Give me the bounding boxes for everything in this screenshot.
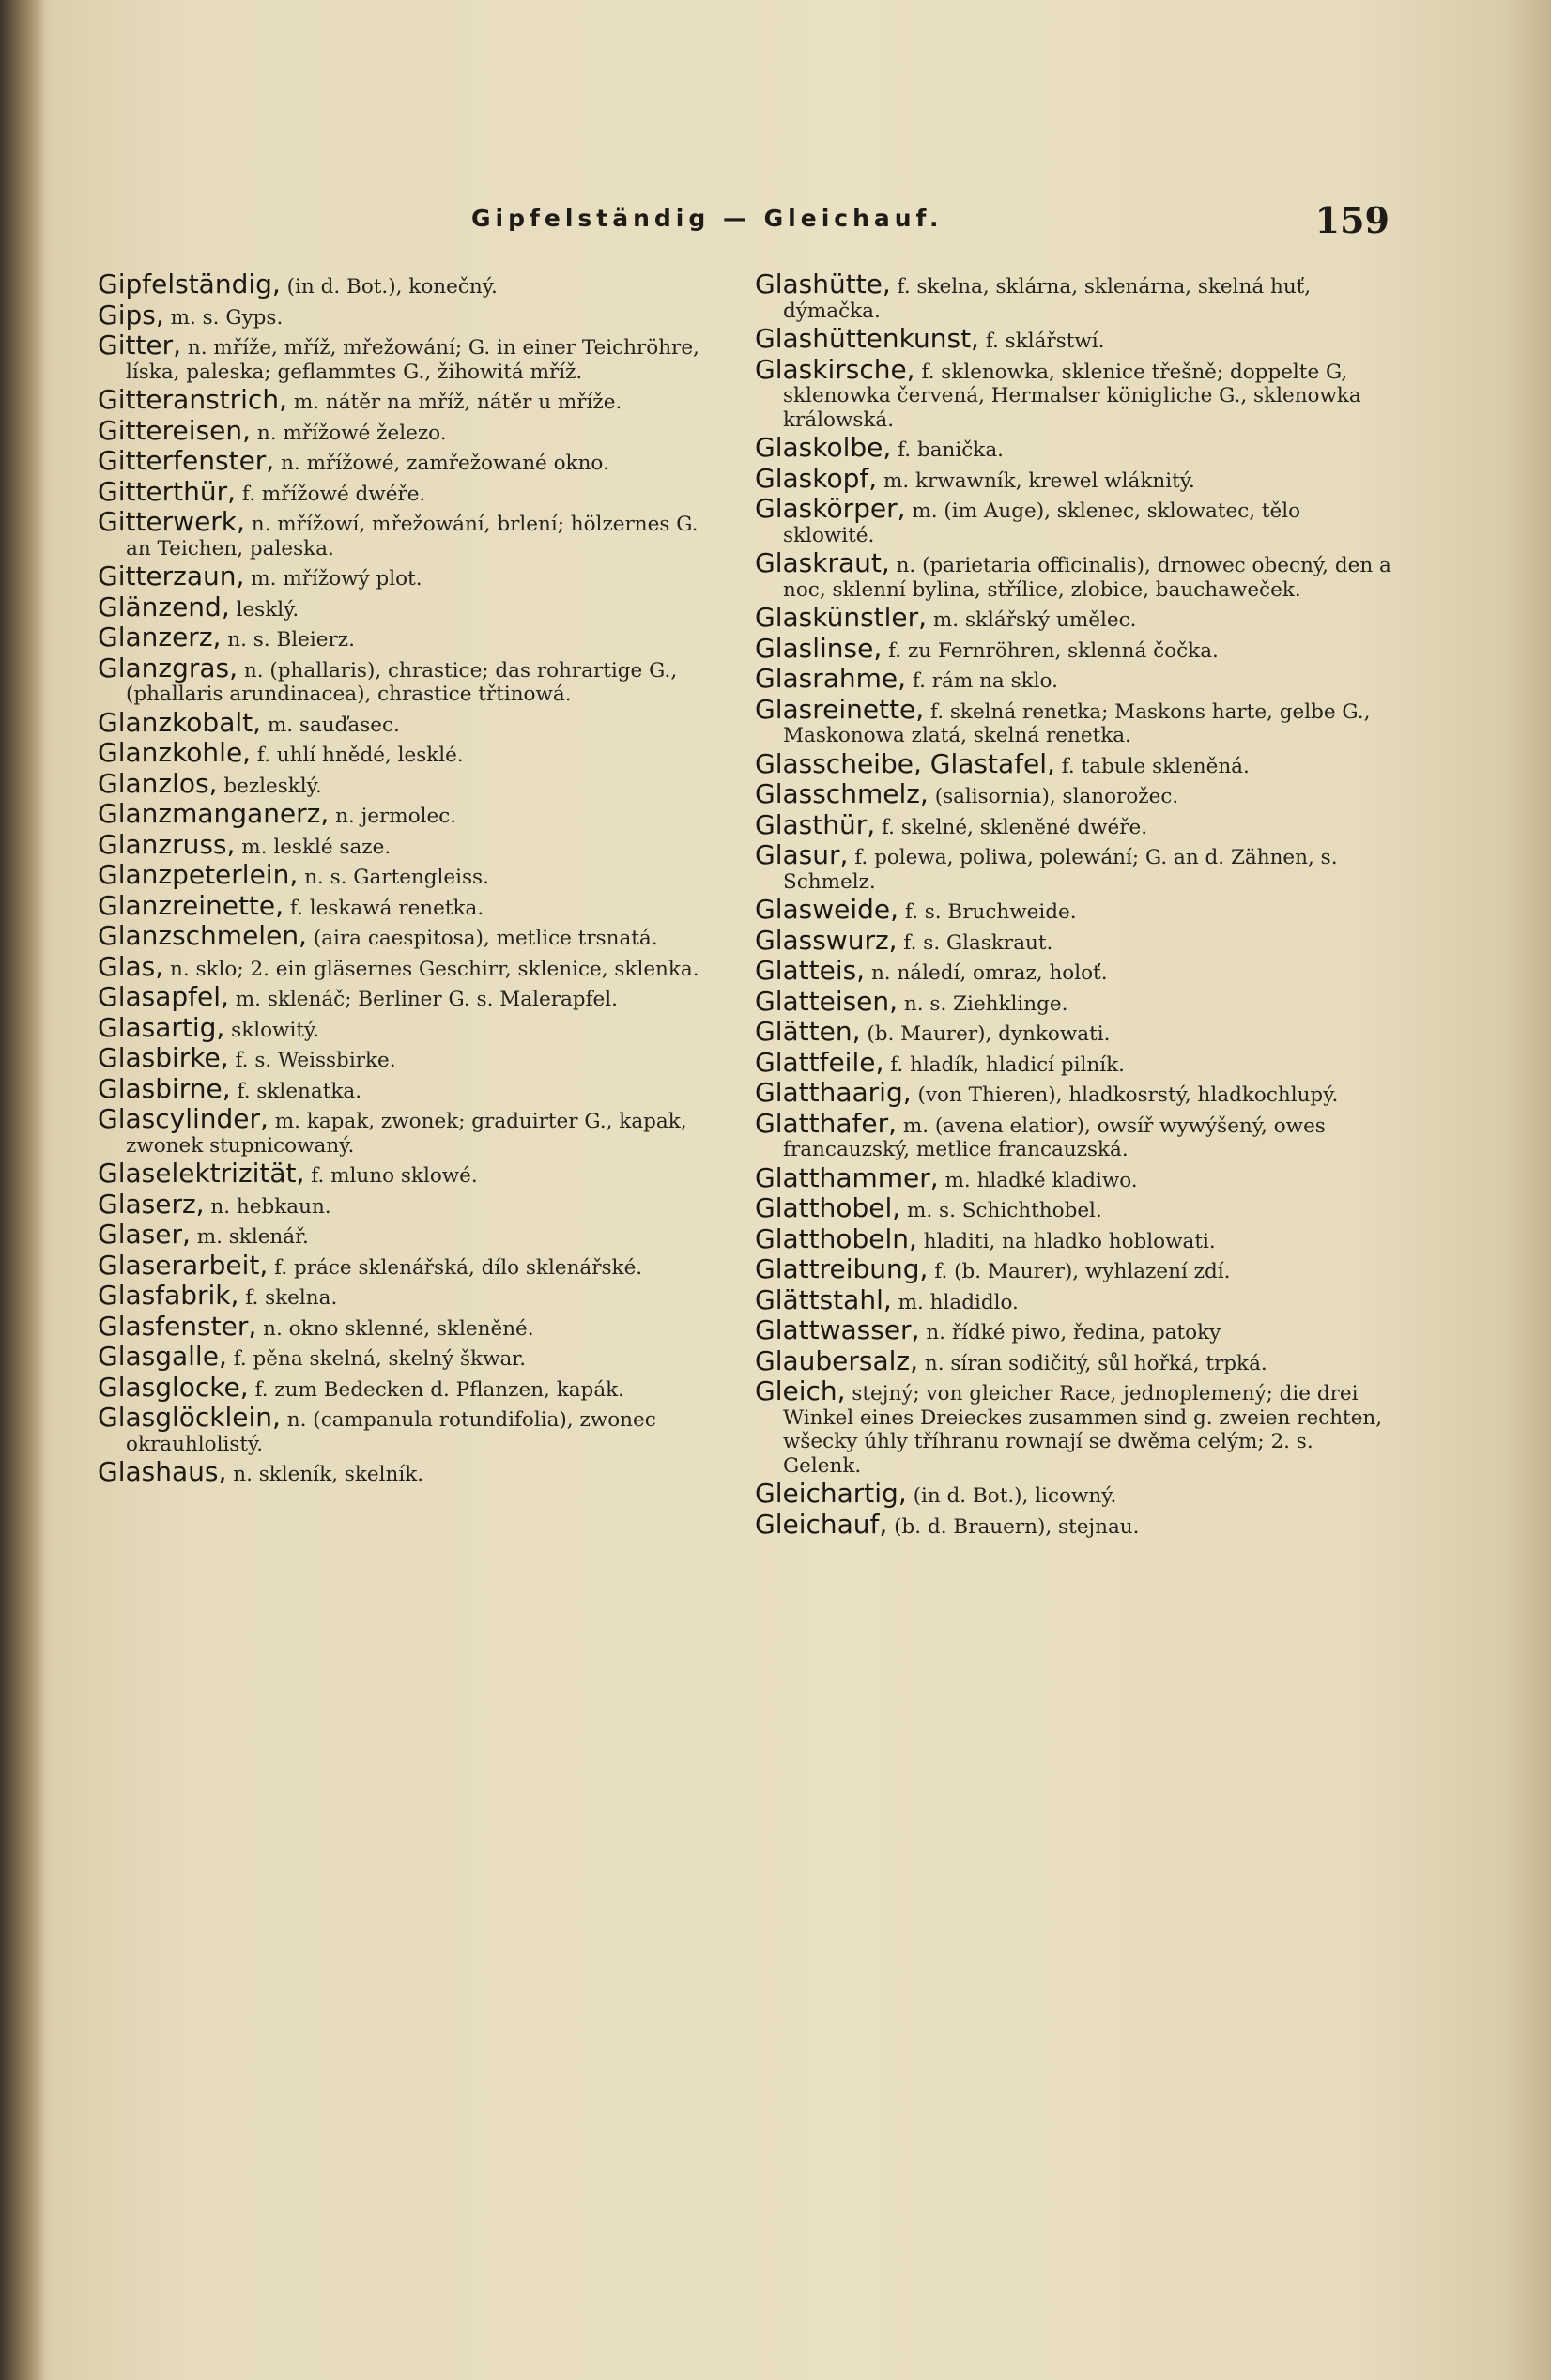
entry-definition: m. s. Gyps. (170, 305, 284, 330)
entry-headword: Gitterwerk, (98, 506, 245, 537)
entry-headword: Glaserz, (98, 1188, 205, 1220)
entry-headword: Glaskolbe, (755, 432, 892, 463)
dictionary-entry (98, 269, 729, 299)
entry-headword: Glatteisen, (755, 985, 898, 1017)
entry-headword: Glaubersalz, (755, 1344, 919, 1376)
dictionary-entry (755, 1375, 1393, 1478)
dictionary-entry (98, 1341, 729, 1372)
dictionary-entry (98, 1280, 729, 1311)
entry-headword: Glas, (98, 950, 164, 982)
dictionary-entry (98, 1188, 729, 1220)
entry-headword: Gitterzaun, (98, 560, 245, 591)
entry-headword: Gleichauf, (755, 1508, 888, 1540)
entry-headword: Glasbirke, (98, 1042, 229, 1073)
dictionary-entry (755, 924, 1393, 956)
entry-definition: n. hebkaun. (210, 1194, 331, 1219)
entry-definition: f. tabule skleněná. (1061, 754, 1250, 778)
entry-headword: Glaslinse, (755, 632, 883, 664)
dictionary-entry (98, 859, 729, 890)
entry-definition: f. rám na sklo. (912, 669, 1058, 693)
dictionary-entry (98, 1042, 729, 1073)
entry-headword: Glattreibung, (755, 1253, 929, 1284)
entry-headword: Glaskirsche, (755, 353, 915, 385)
entry-definition: f. mřížowé dwéře. (241, 482, 426, 506)
entry-headword: Glanzgras, (98, 652, 238, 683)
right-column (755, 269, 1393, 1543)
entry-definition: m. nátěr na mříž, nátěr u mříže. (293, 391, 622, 414)
dictionary-entry (98, 1456, 729, 1487)
dictionary-entry (755, 432, 1393, 463)
dictionary-entry (755, 1016, 1393, 1047)
dictionary-entry (98, 706, 729, 738)
entry-definition: (in d. Bot.), licowný. (913, 1484, 1117, 1508)
entry-definition: m. kapak, zwonek; graduirter G., kapak, zwonek stupnicowaný. (126, 1110, 687, 1158)
entry-definition: f. skelna. (245, 1286, 338, 1310)
entry-definition: f. sklenatka. (237, 1079, 362, 1103)
entry-definition: n. s. Ziehklinge. (903, 991, 1068, 1016)
entry-headword: Glaskörper, (755, 493, 906, 524)
entry-definition: m. sklářský umělec. (932, 608, 1137, 632)
dictionary-entry (755, 493, 1393, 547)
entry-headword: Glasglocke, (98, 1371, 249, 1403)
entry-headword: Glanzkohle, (98, 737, 252, 768)
entry-headword: Gleich, (755, 1375, 846, 1406)
entry-definition: n. mřížowé, zamřežowané okno. (281, 452, 609, 475)
entry-headword: Glasgalle, (98, 1341, 227, 1372)
entry-definition: m. sklenář. (196, 1225, 309, 1249)
entry-definition: f. hladík, hladicí pilník. (890, 1052, 1125, 1077)
dictionary-entry (98, 652, 729, 707)
entry-definition: f. práce sklenářská, dílo sklenářské. (274, 1255, 643, 1280)
entry-definition: n. (phallaris), chrastice; das rohrartige G., (phallaris arundinacea), chrastice třtinowá. (126, 658, 678, 706)
dictionary-entry (98, 1371, 729, 1403)
dictionary-entry (98, 1402, 729, 1456)
dictionary-entry (98, 1310, 729, 1342)
dictionary-entry (98, 506, 729, 560)
entry-definition: n. mřížowé železo. (256, 421, 447, 445)
entry-headword: Glättstahl, (755, 1283, 892, 1315)
entry-definition: m. lesklé saze. (241, 835, 392, 859)
entry-definition: n. (parietaria officinalis), drnowec obecný, den a noc, sklenní bylina, střílice, zlobice, bauchaweček. (783, 554, 1391, 602)
entry-headword: Glasbirne, (98, 1072, 231, 1104)
entry-headword: Glanzmanganerz, (98, 798, 330, 829)
entry-definition: f. sklenowka, sklenice třešně; doppelte G, sklenowka červená, Hermalser königliche G., sklenowka králowská. (783, 360, 1361, 432)
entry-headword: Glatteis, (755, 955, 866, 986)
entry-headword: Glasfenster, (98, 1310, 257, 1342)
dictionary-entry (755, 778, 1393, 809)
dictionary-entry (98, 1158, 729, 1189)
dictionary-entry (98, 591, 729, 622)
entry-headword: Glasweide, (755, 894, 899, 925)
dictionary-entry (755, 839, 1393, 894)
entry-headword: Glattwasser, (755, 1314, 920, 1345)
dictionary-entry (98, 889, 729, 921)
entry-headword: Gitterfenster, (98, 445, 275, 476)
entry-definition: n. mříže, mříž, mřežowání; G. in einer Teichröhre, líska, paleska; geflammtes G., žihowitá mříž. (126, 336, 699, 384)
entry-headword: Glasthür, (755, 808, 876, 840)
dictionary-entry (755, 353, 1393, 433)
entry-definition: m. (im Auge), sklenec, sklowatec, tělo sklowité. (783, 499, 1301, 547)
dictionary-entry (755, 1314, 1393, 1345)
entry-headword: Glaskünstler, (755, 602, 928, 633)
dictionary-entry (755, 602, 1393, 633)
dictionary-entry (98, 560, 729, 591)
dictionary-entry (755, 1344, 1393, 1376)
entry-headword: Glänzend, (98, 591, 230, 622)
entry-definition: (aira caespitosa), metlice trsnatá. (313, 927, 658, 950)
entry-headword: Glasapfel, (98, 981, 229, 1012)
entry-headword: Glaselektrizität, (98, 1158, 305, 1189)
entry-headword: Glashaus, (98, 1456, 227, 1487)
dictionary-entry (755, 747, 1393, 779)
entry-definition: f. (b. Maurer), wyhlazení zdí. (934, 1260, 1231, 1283)
entry-headword: Glatthafer, (755, 1107, 897, 1139)
dictionary-entry (755, 323, 1393, 354)
entry-headword: Gitterthür, (98, 475, 237, 507)
dictionary-entry (755, 985, 1393, 1017)
entry-headword: Gips, (98, 299, 164, 330)
entry-headword: Glasschmelz, (755, 778, 929, 809)
dictionary-entry (98, 1011, 729, 1043)
entry-headword: Glascylinder, (98, 1103, 269, 1134)
entry-definition: n. jermolec. (335, 805, 457, 828)
dictionary-entry (755, 1283, 1393, 1315)
dictionary-entry (755, 547, 1393, 602)
entry-definition: m. krwawník, krewel wláknitý. (883, 468, 1195, 493)
entry-headword: Glaskopf, (755, 462, 878, 494)
entry-headword: Gleichartig, (755, 1478, 907, 1509)
page-header (94, 199, 1390, 255)
entry-headword: Glanzruss, (98, 828, 236, 860)
entry-definition: m. s. Schichthobel. (907, 1199, 1102, 1222)
dictionary-entry (98, 299, 729, 330)
entry-definition: f. skelná renetka; Maskons harte, gelbe G., Maskonowa zlatá, skelná renetka. (783, 699, 1371, 747)
entry-headword: Glanzlos, (98, 767, 218, 799)
entry-definition: (b. d. Brauern), stejnau. (894, 1514, 1140, 1539)
dictionary-entry (98, 737, 729, 768)
entry-definition: m. sklenáč; Berliner G. s. Malerapfel. (235, 988, 618, 1011)
entry-headword: Glätten, (755, 1016, 861, 1047)
dictionary-entry (98, 950, 729, 982)
left-column (98, 269, 729, 1491)
dictionary-entry (98, 445, 729, 476)
dictionary-entry (98, 1219, 729, 1250)
entry-definition: n. s. Bleierz. (227, 628, 355, 652)
dictionary-entry (755, 632, 1393, 664)
entry-headword: Glaser, (98, 1219, 191, 1250)
entry-definition: (b. Maurer), dynkowati. (867, 1022, 1111, 1046)
dictionary-entry (98, 828, 729, 860)
dictionary-entry (98, 1103, 729, 1158)
entry-headword: Glanzschmelen, (98, 920, 307, 951)
entry-headword: Gitteranstrich, (98, 384, 287, 415)
dictionary-entry (98, 414, 729, 446)
dictionary-entry (98, 1249, 729, 1281)
dictionary-entry (755, 269, 1393, 323)
entry-definition: n. náledí, omraz, holoť. (870, 961, 1108, 985)
dictionary-entry (755, 693, 1393, 748)
dictionary-entry (98, 622, 729, 653)
entry-headword: Glatthammer, (755, 1161, 939, 1193)
dictionary-entry (98, 330, 729, 384)
entry-definition: f. sklářstwí. (985, 330, 1105, 353)
entry-definition: f. mluno sklowé. (311, 1164, 478, 1188)
entry-definition: n. s. Gartengleiss. (304, 866, 489, 889)
page-number: 159 (1314, 199, 1390, 241)
entry-definition: f. uhlí hnědé, lesklé. (256, 744, 464, 767)
dictionary-entry (755, 1222, 1393, 1254)
entry-headword: Glanzkobalt, (98, 706, 262, 738)
entry-headword: Gitter, (98, 330, 182, 361)
entry-headword: Glasscheibe, Glastafel, (755, 747, 1055, 779)
entry-headword: Glaserarbeit, (98, 1249, 269, 1281)
dictionary-entry (98, 475, 729, 507)
dictionary-entry (98, 798, 729, 829)
dictionary-entry (98, 920, 729, 951)
entry-definition: m. hladké kladiwo. (944, 1168, 1138, 1192)
dictionary-entry (755, 663, 1393, 694)
entry-definition: f. pěna skelná, skelný škwar. (233, 1347, 527, 1371)
entry-definition: bezlesklý. (223, 774, 322, 798)
entry-headword: Glashütte, (755, 269, 891, 299)
entry-definition: sklowitý. (231, 1018, 320, 1042)
dictionary-entry (755, 1107, 1393, 1162)
entry-definition: f. zum Bedecken d. Pflanzen, kapák. (254, 1377, 624, 1402)
dictionary-entry (755, 462, 1393, 494)
entry-headword: Glasur, (755, 839, 849, 870)
entry-headword: Glasswurz, (755, 924, 898, 956)
entry-definition: (von Thieren), hladkosrstý, hladkochlupý. (917, 1083, 1339, 1107)
entry-definition: n. sklo; 2. ein gläsernes Geschirr, sklenice, sklenka. (169, 957, 699, 981)
entry-definition: m. (avena elatior), owsíř wywýšený, owes francauzský, metlice francauzská. (783, 1113, 1326, 1161)
entry-definition: hladiti, na hladko hoblowati. (923, 1229, 1216, 1253)
entry-definition: n. okno sklenné, skleněné. (263, 1316, 534, 1341)
dictionary-entry (755, 1046, 1393, 1078)
entry-headword: Glashüttenkunst, (755, 323, 979, 354)
entry-definition: f. zu Fernröhren, sklenná čočka. (888, 638, 1219, 663)
dictionary-entry (755, 1478, 1393, 1509)
dictionary-entry (755, 808, 1393, 840)
entry-headword: Glanzerz, (98, 622, 222, 653)
entry-headword: Glasrahme, (755, 663, 907, 694)
entry-headword: Glatthaarig, (755, 1077, 912, 1108)
entry-headword: Glasreinette, (755, 693, 925, 725)
entry-headword: Glasartig, (98, 1011, 225, 1043)
entry-definition: f. banička. (898, 438, 1004, 462)
entry-headword: Glanzreinette, (98, 889, 284, 921)
entry-headword: Glattfeile, (755, 1046, 884, 1078)
dictionary-entry (755, 1077, 1393, 1108)
entry-headword: Glasglöcklein, (98, 1402, 281, 1433)
dictionary-entry (755, 1508, 1393, 1540)
entry-definition: (in d. Bot.), konečný. (286, 275, 498, 299)
entry-definition: n. (campanula rotundifolia), zwonec okrauhlolistý. (126, 1408, 656, 1456)
entry-headword: Gittereisen, (98, 414, 252, 446)
entry-definition: n. řídké piwo, ředina, patoky (926, 1321, 1221, 1344)
entry-definition: m. sauďasec. (267, 713, 400, 737)
dictionary-entry (755, 1161, 1393, 1193)
entry-headword: Glatthobeln, (755, 1222, 917, 1254)
entry-definition: m. mřížowý plot. (251, 567, 422, 591)
book-spine-shadow (0, 0, 45, 2380)
entry-definition: n. skleník, skelník. (233, 1463, 424, 1486)
running-title: Gipfelständig — Gleichauf. (471, 205, 944, 232)
dictionary-entry (98, 1072, 729, 1104)
dictionary-entry (755, 955, 1393, 986)
entry-definition: f. polewa, poliwa, polewání; G. an d. Zähnen, s. Schmelz. (783, 846, 1338, 894)
dictionary-entry (755, 1253, 1393, 1284)
entry-definition: f. s. Glaskraut. (903, 930, 1053, 955)
dictionary-entry (98, 767, 729, 799)
entry-definition: m. hladidlo. (898, 1290, 1019, 1314)
dictionary-entry (98, 384, 729, 415)
entry-definition: f. skelna, sklárna, sklenárna, skelná huť, dýmačka. (783, 275, 1312, 323)
dictionary-entry (755, 1192, 1393, 1223)
entry-definition: n. mřížowí, mřežowání, brlení; hölzernes G. an Teichen, paleska. (126, 513, 699, 560)
entry-definition: f. leskawá renetka. (289, 896, 484, 920)
dictionary-entry (98, 981, 729, 1012)
dictionary-entry (755, 894, 1393, 925)
entry-definition: f. skelné, skleněné dwéře. (881, 815, 1148, 839)
entry-headword: Gipfelständig, (98, 269, 281, 299)
entry-definition: f. s. Weissbirke. (235, 1049, 396, 1072)
entry-definition: n. síran sodičitý, sůl hořká, trpká. (924, 1351, 1267, 1375)
entry-definition: stejný; von gleicher Race, jednoplemený; die drei Winkel eines Dreieckes zusammen sind g. zweien rechten, wšecky úhly tříhranu rownají se dwěma celým; 2. s. Gelenk. (783, 1382, 1383, 1478)
entry-definition: (salisornia), slanorožec. (934, 785, 1179, 808)
entry-headword: Glaskraut, (755, 547, 890, 578)
entry-definition: f. s. Bruchweide. (904, 900, 1077, 924)
entry-definition: lesklý. (236, 597, 299, 622)
entry-headword: Glasfabrik, (98, 1280, 239, 1311)
entry-headword: Glanzpeterlein, (98, 859, 299, 890)
entry-headword: Glatthobel, (755, 1192, 901, 1223)
